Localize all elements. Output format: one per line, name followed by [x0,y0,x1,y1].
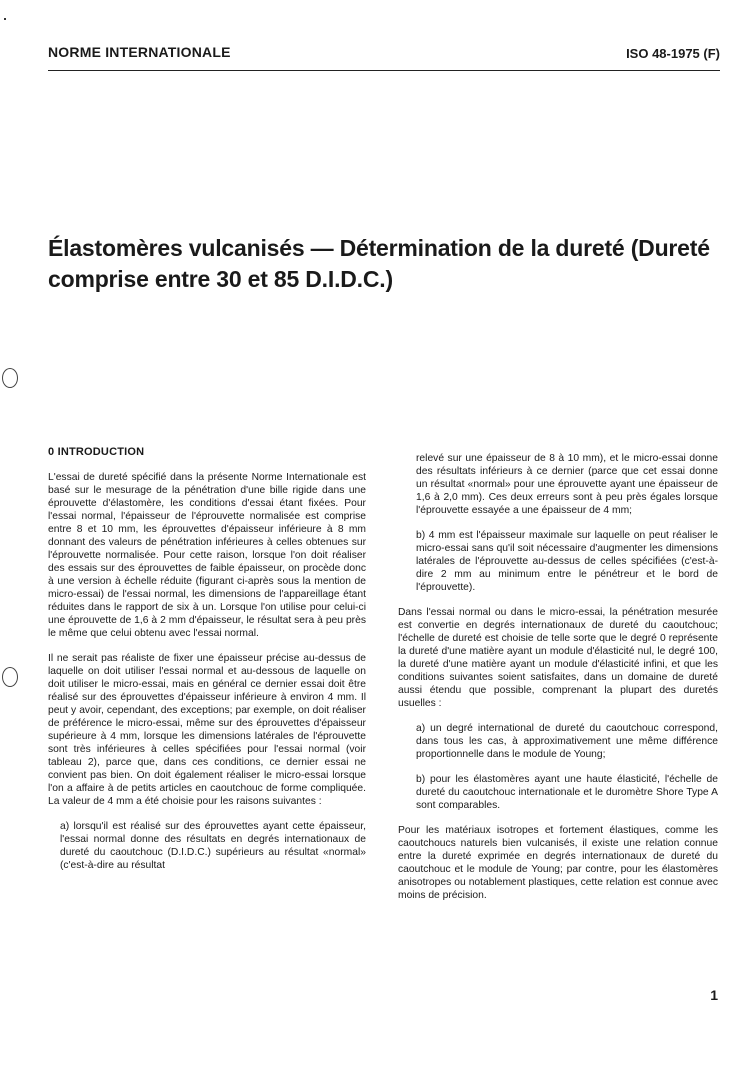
list-item-condition-b: b) pour les élastomères ayant une haute élasticité, l'échelle de dureté du caoutchouc internationale et le duromètre Shore Type A sont comparables. [416,774,718,811]
left-column [48,446,366,884]
right-column [398,452,718,914]
paragraph-intro-4: Pour les matériaux isotropes et fortement élastiques, comme les caoutchoucs naturels bien vulcanisés, il existe une relation connue entre la dureté exprimée en degrés internationaux de dureté du caoutchouc et le module de Young; par contre, pour les élastomères anisotropes ou notablement plastiques, cette relation est connue avec moins de précision. [398,825,718,901]
document-title: Élastomères vulcanisés — Détermination de la dureté (Dureté comprise entre 30 et 85 D.I.D.C.) [48,235,710,292]
punch-hole-mark [2,667,18,687]
list-item-reason-a: a) lorsqu'il est réalisé sur des éprouvettes ayant cette épaisseur, l'essai normal donne des résultats en degrés internationaux de dureté du caoutchouc (D.I.D.C.) supérieurs au résultat «normal» (c'est-à-dire au résultat [60,821,366,871]
list-item-reason-a-continued: relevé sur une épaisseur de 8 à 10 mm), et le micro-essai donne des résultats inférieurs à ce dernier (parce que cet essai donne un résultat «normal» pour une éprouvette ayant une épaisseur de 1,6 à 2,0 mm). Ces deux erreurs sont à peu près égales lorsque l'éprouvette essayée a une épaisseur de 4 mm; [416,453,718,516]
header-standard-type: NORME INTERNATIONALE [48,44,231,60]
paragraph-intro-2: Il ne serait pas réaliste de fixer une épaisseur précise au-dessus de laquelle on doit utiliser l'essai normal et au-dessous de laquelle on doit utiliser le micro-essai, mais en général ce dernier essai doit être réalisé sur des éprouvettes d'épaisseur inférieure à environ 4 mm. Il peut y avoir, cependant, des exceptions; par exemple, on doit réaliser de préférence le micro-essai, même sur des éprouvettes d'épaisseur supérieure à 4 mm, lorsque les dimensions latérales de l'éprouvette sont très inférieures à celles spécifiées pour l'essai normal (voir tableau 2), parce que, dans ces conditions, ce dernier essai ne convient pas bien. On doit également réaliser le micro-essai lorsque l'on a affaire à de petits articles en caoutchouc de forme compliquée. La valeur de 4 mm a été choisie pour les raisons suivantes : [48,653,366,807]
list-item-condition-a: a) un degré international de dureté du caoutchouc correspond, dans tous les cas, à approximativement une même différence proportionnelle dans le module de Young; [416,723,718,760]
list-item-reason-b: b) 4 mm est l'épaisseur maximale sur laquelle on peut réaliser le micro-essai sans qu'il soit nécessaire d'augmenter les dimensions latérales de l'éprouvette au-dessus de celles spécifiées (c'est-à-dire 2 mm au minimum entre le pénétreur et le bord de l'éprouvette). [416,530,718,593]
page-header [48,40,720,71]
scan-speck [4,18,6,20]
paragraph-intro-1: L'essai de dureté spécifié dans la présente Norme Internationale est basé sur le mesurage de la pénétration d'une bille rigide dans une éprouvette d'élastomère, les conditions d'essai étant fixées. Pour l'essai normal, l'épaisseur de l'éprouvette normalisée est comprise entre 8 et 10 mm, les éprouvettes d'épaisseur inférieure à 8 mm donnant des valeurs de pénétration inférieures à celles obtenues sur l'éprouvette normalisée. Pour cette raison, lorsque l'on doit réaliser des essais sur des éprouvettes de faible épaisseur, on procède donc à une version à échelle réduite (figurant ci-après sous la mention de micro-essai) de l'essai normal, les dimensions de l'appareillage étant réduites dans le rapport de six à un. Lorsque l'on utilise pour celui-ci une éprouvette de 1,6 à 2 mm d'épaisseur, le résultat sera à peu près le même que celui obtenu avec l'essai normal. [48,472,366,639]
paragraph-intro-3: Dans l'essai normal ou dans le micro-essai, la pénétration mesurée est convertie en degrés internationaux de dureté du caoutchouc; l'échelle de dureté est choisie de telle sorte que le degré 0 représente la dureté d'une matière ayant un module d'élasticité nul, le degré 100, la dureté d'une matière ayant un module d'élasticité infini, et que les conditions suivantes soient satisfaites, dans un domaine de dureté aussi étendu que possible, comprenant la plupart des duretés usuelles : [398,607,718,709]
section-heading-introduction: 0 INTRODUCTION [48,446,145,458]
page-number: 1 [710,987,718,1003]
header-standard-number: ISO 48-1975 (F) [626,46,720,61]
punch-hole-mark [2,368,18,388]
